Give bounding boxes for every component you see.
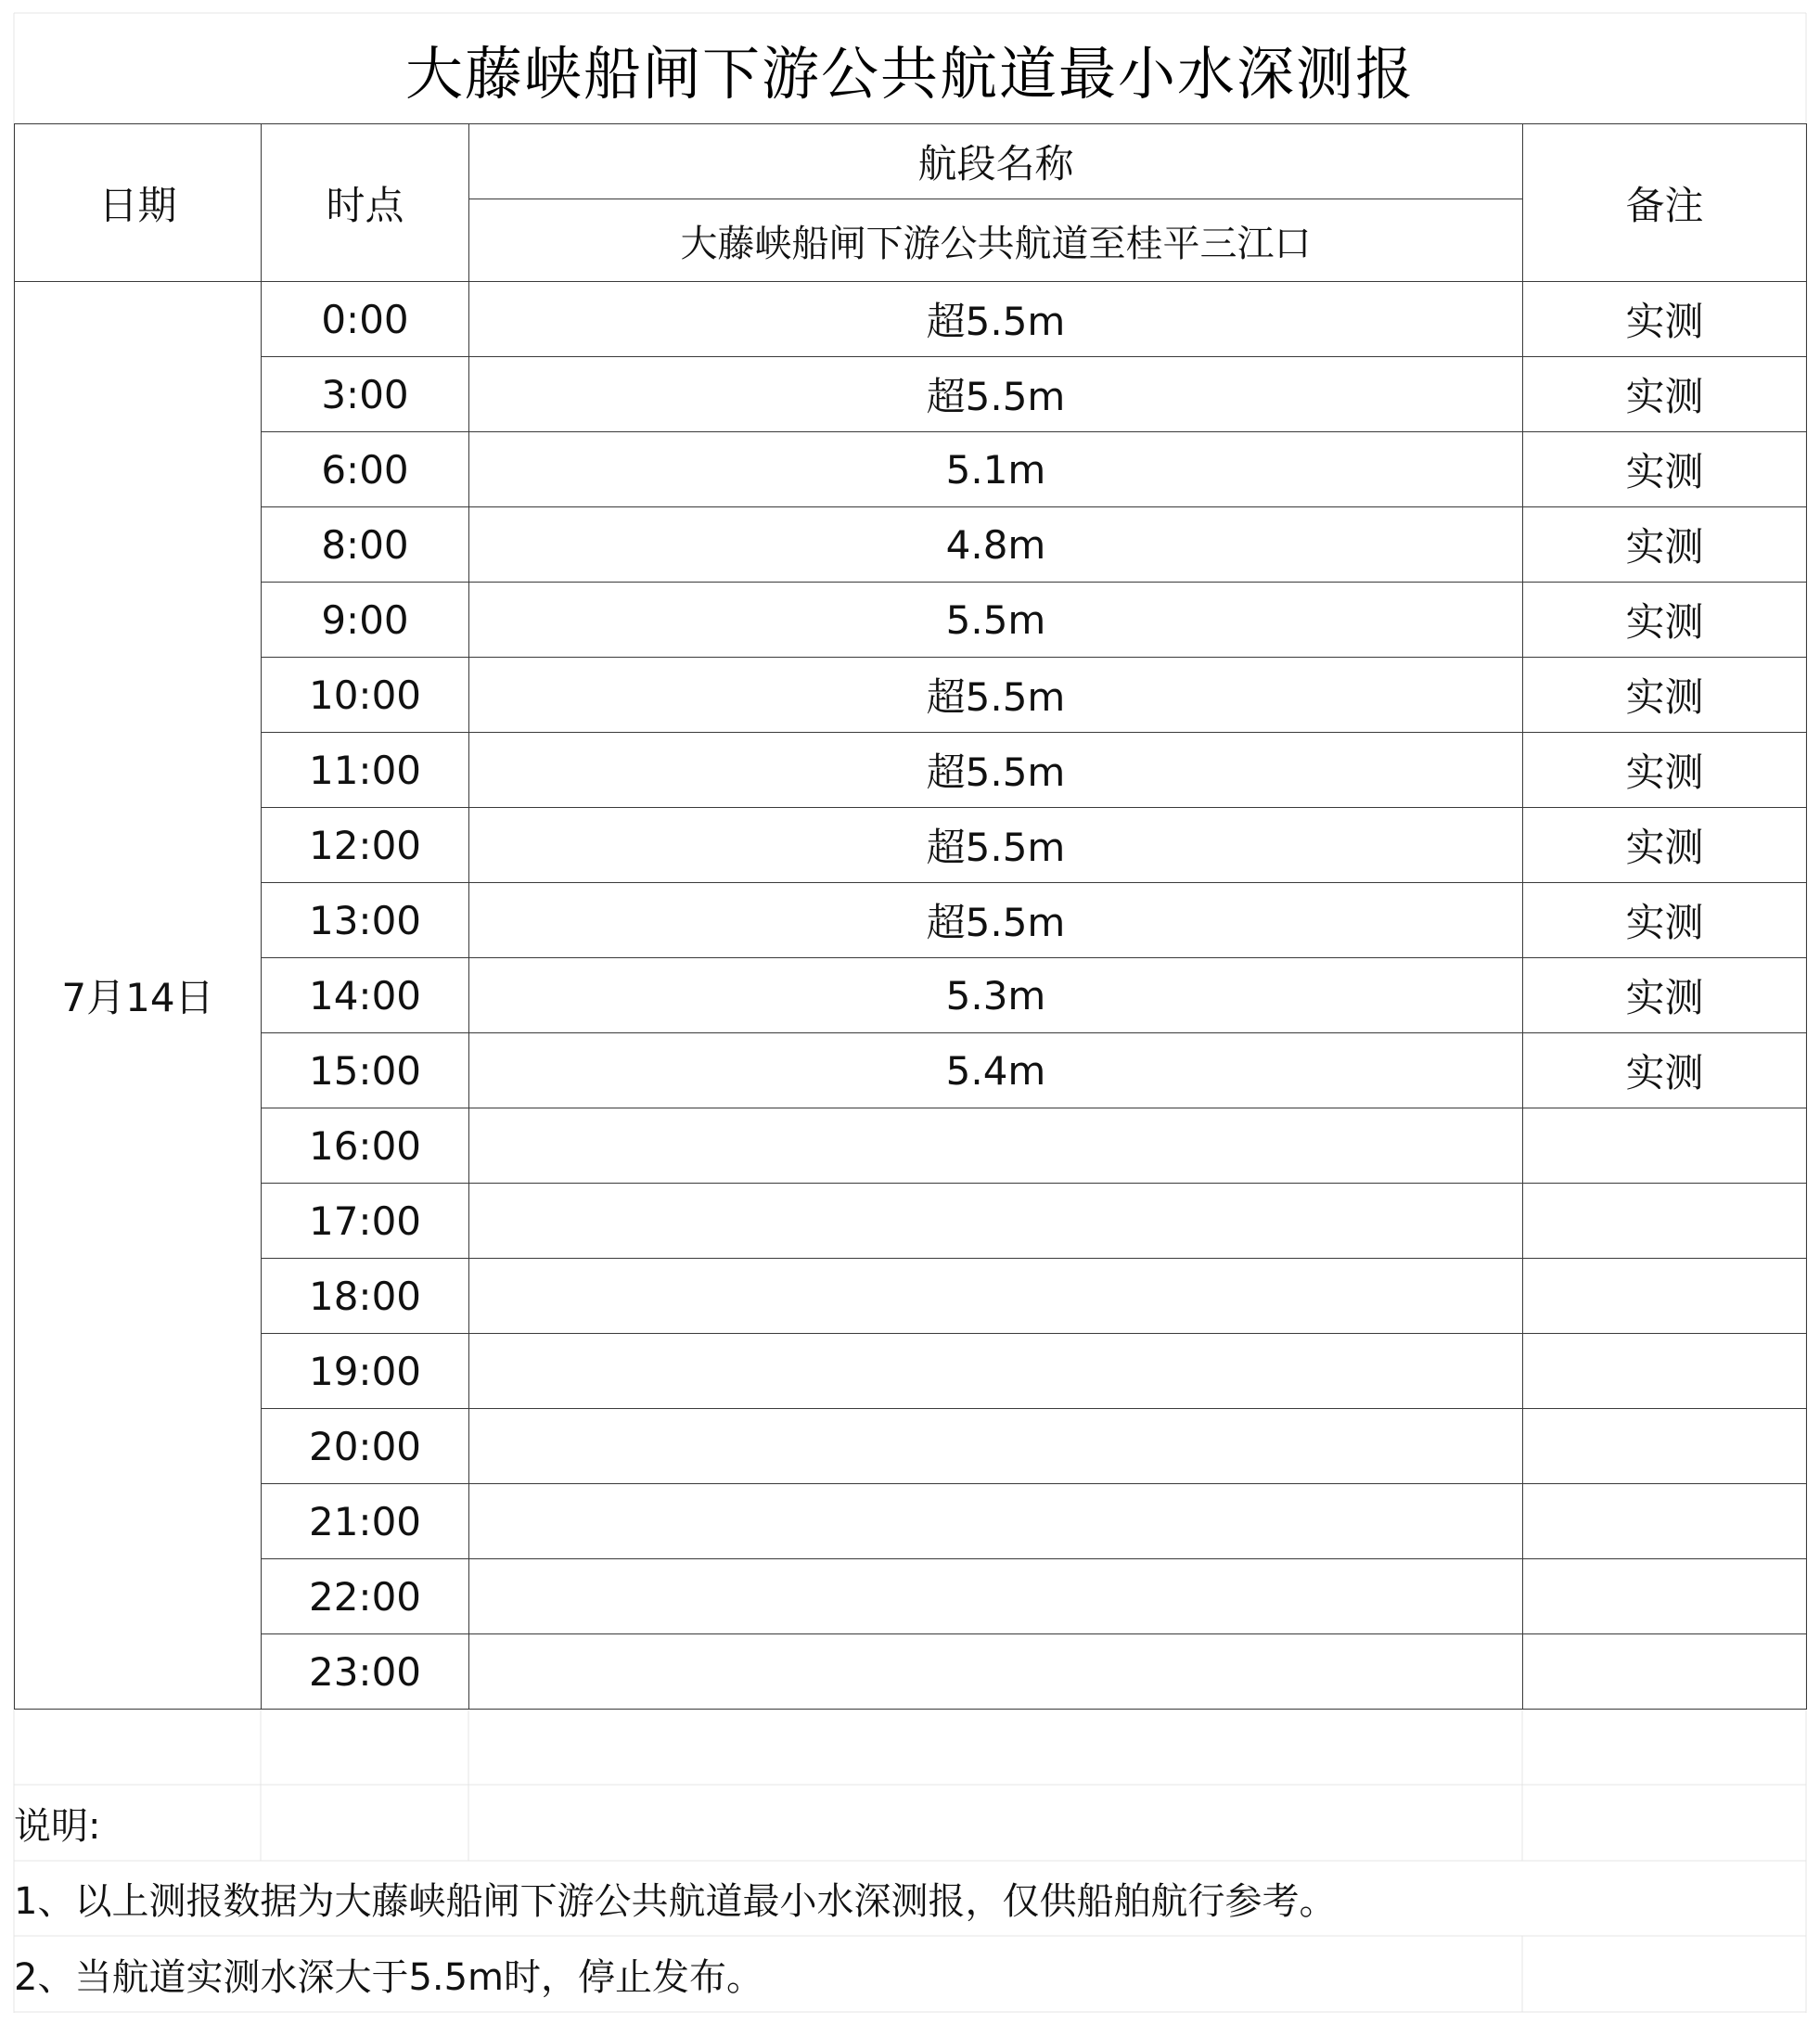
time-cell: 21:00	[262, 1484, 469, 1559]
time-cell: 18:00	[262, 1259, 469, 1334]
header-remark: 备注	[1523, 124, 1807, 282]
time-cell: 12:00	[262, 808, 469, 883]
remark-cell	[1523, 1634, 1807, 1710]
table-row	[15, 733, 1807, 808]
table-row	[15, 507, 1807, 583]
note-item: 2、当航道实测水深大于5.5m时，停止发布。	[14, 1955, 764, 1999]
time-cell: 14:00	[262, 958, 469, 1033]
remark-cell: 实测	[1523, 1033, 1807, 1108]
table-row	[15, 357, 1807, 432]
table-row	[15, 958, 1807, 1033]
time-cell: 0:00	[262, 282, 469, 357]
depth-cell	[469, 1634, 1523, 1710]
table-row	[15, 1184, 1807, 1259]
time-cell: 13:00	[262, 883, 469, 958]
depth-cell: 5.5m	[469, 583, 1523, 658]
depth-cell: 5.4m	[469, 1033, 1523, 1108]
table-row	[15, 1634, 1807, 1710]
remark-cell: 实测	[1523, 357, 1807, 432]
table-row	[15, 583, 1807, 658]
table-row	[15, 808, 1807, 883]
depth-cell: 超5.5m	[469, 658, 1523, 733]
depth-cell: 4.8m	[469, 507, 1523, 583]
remark-cell	[1523, 1259, 1807, 1334]
remark-cell	[1523, 1409, 1807, 1484]
table-row	[15, 883, 1807, 958]
remark-cell: 实测	[1523, 507, 1807, 583]
time-cell: 16:00	[262, 1108, 469, 1184]
note-item: 1、以上测报数据为大藤峡船闸下游公共航道最小水深测报，仅供船舶航行参考。	[14, 1880, 1337, 1923]
header-segment: 大藤峡船闸下游公共航道至桂平三江口	[469, 199, 1523, 282]
depth-cell	[469, 1108, 1523, 1184]
header-segment-name: 航段名称	[469, 124, 1523, 199]
time-cell: 8:00	[262, 507, 469, 583]
depth-cell: 超5.5m	[469, 883, 1523, 958]
time-cell: 6:00	[262, 432, 469, 507]
header-time: 时点	[262, 124, 469, 282]
time-cell: 10:00	[262, 658, 469, 733]
depth-cell	[469, 1184, 1523, 1259]
time-cell: 3:00	[262, 357, 469, 432]
table-row	[15, 1484, 1807, 1559]
time-cell: 11:00	[262, 733, 469, 808]
depth-cell: 5.1m	[469, 432, 1523, 507]
remark-cell: 实测	[1523, 658, 1807, 733]
table-row	[15, 1108, 1807, 1184]
table-row	[15, 658, 1807, 733]
remark-cell	[1523, 1334, 1807, 1409]
table-row	[15, 1334, 1807, 1409]
depth-cell: 超5.5m	[469, 733, 1523, 808]
table-row	[15, 1259, 1807, 1334]
time-cell: 20:00	[262, 1409, 469, 1484]
date-cell: 7月14日	[15, 282, 262, 1710]
depth-cell	[469, 1409, 1523, 1484]
table-row	[15, 1559, 1807, 1634]
remark-cell: 实测	[1523, 883, 1807, 958]
header-date: 日期	[15, 124, 262, 282]
depth-report-table	[14, 123, 1807, 1710]
remark-cell: 实测	[1523, 958, 1807, 1033]
remark-cell: 实测	[1523, 432, 1807, 507]
table-row	[15, 432, 1807, 507]
page-title: 大藤峡船闸下游公共航道最小水深测报	[404, 39, 1415, 108]
depth-cell	[469, 1259, 1523, 1334]
remark-cell	[1523, 1559, 1807, 1634]
remark-cell	[1523, 1108, 1807, 1184]
table-row	[15, 282, 1807, 357]
depth-cell: 超5.5m	[469, 357, 1523, 432]
remark-cell: 实测	[1523, 583, 1807, 658]
notes-heading: 说明:	[14, 1804, 101, 1848]
time-cell: 22:00	[262, 1559, 469, 1634]
depth-cell	[469, 1484, 1523, 1559]
time-cell: 15:00	[262, 1033, 469, 1108]
depth-cell	[469, 1334, 1523, 1409]
depth-cell: 超5.5m	[469, 282, 1523, 357]
remark-cell: 实测	[1523, 282, 1807, 357]
remark-cell: 实测	[1523, 808, 1807, 883]
depth-cell: 超5.5m	[469, 808, 1523, 883]
depth-cell	[469, 1559, 1523, 1634]
table-row	[15, 1409, 1807, 1484]
depth-cell: 5.3m	[469, 958, 1523, 1033]
time-cell: 23:00	[262, 1634, 469, 1710]
table-row	[15, 1033, 1807, 1108]
time-cell: 9:00	[262, 583, 469, 658]
remark-cell	[1523, 1484, 1807, 1559]
time-cell: 17:00	[262, 1184, 469, 1259]
remark-cell	[1523, 1184, 1807, 1259]
time-cell: 19:00	[262, 1334, 469, 1409]
remark-cell: 实测	[1523, 733, 1807, 808]
